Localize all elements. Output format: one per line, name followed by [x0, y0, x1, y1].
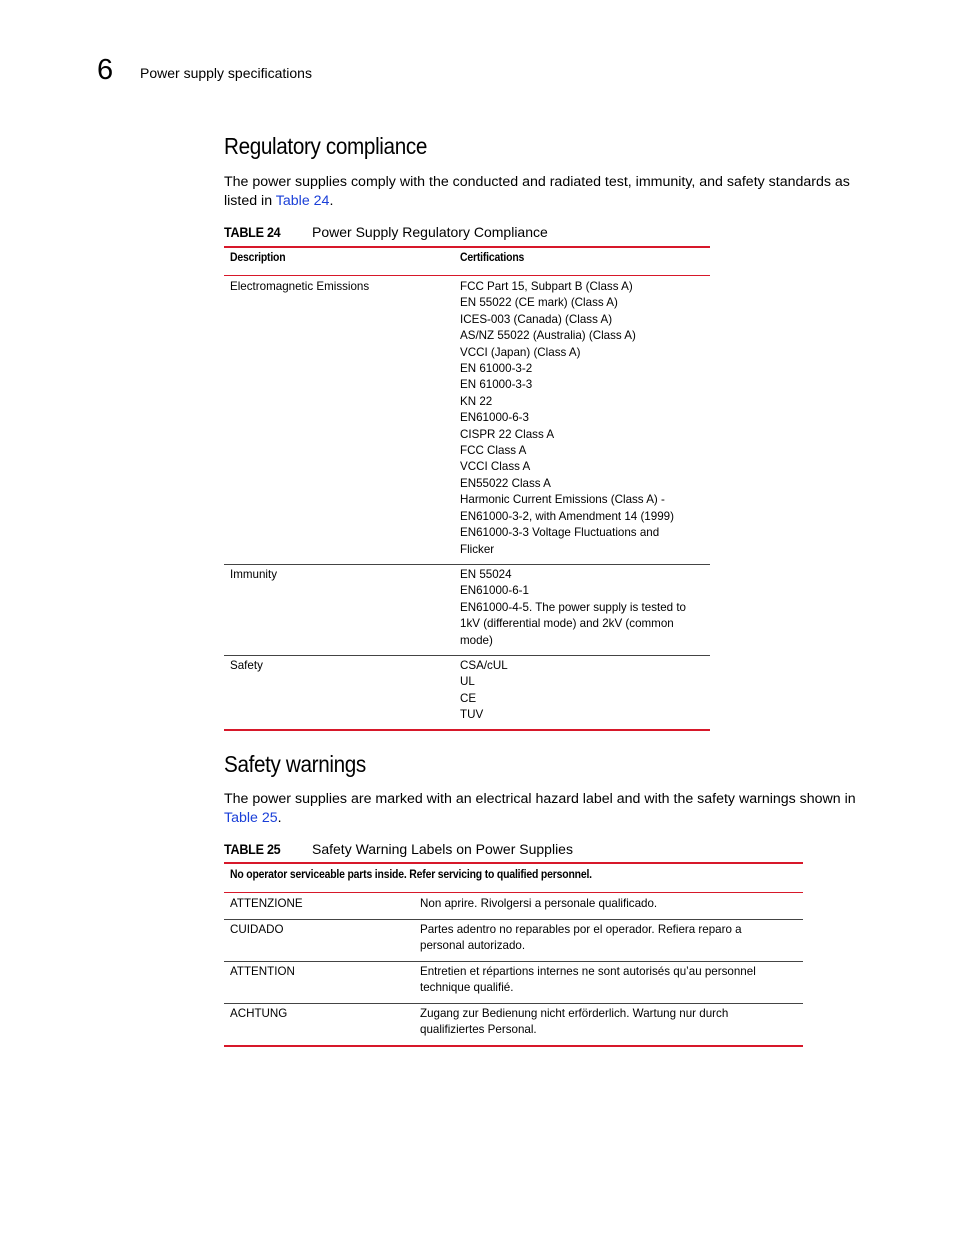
- intro-end: .: [329, 193, 334, 209]
- table-24-row-emissions-desc: Electromagnetic Emissions: [230, 280, 370, 293]
- certification-item: EN 61000-3-2: [460, 362, 533, 376]
- table-25-row-text: [420, 922, 742, 955]
- table-25-row-text: [420, 964, 756, 997]
- table-25-row-divider: [224, 919, 803, 920]
- certification-item: CE: [460, 691, 477, 705]
- warning-text-line: Non aprire. Rivolgersi a personale qualificado.: [420, 897, 658, 910]
- certification-item: EN61000-3-2, with Amendment 14 (1999): [460, 509, 674, 523]
- intro-end: .: [277, 810, 282, 826]
- table-24-link[interactable]: Table 24: [275, 193, 330, 209]
- certification-item: EN61000-6-1: [460, 584, 529, 598]
- table-24-col-description: Description: [230, 251, 286, 264]
- table-25-row-text: [420, 896, 657, 912]
- warning-text-line: personal autorizado.: [420, 939, 526, 953]
- certification-item: EN 61000-3-3: [460, 378, 533, 392]
- certification-item: EN 55024: [460, 568, 512, 581]
- table-25-row-text: [420, 1006, 728, 1039]
- certification-item: CSA/cUL: [460, 659, 508, 672]
- table-25-row-label: ACHTUNG: [230, 1007, 288, 1020]
- chapter-number: 6: [97, 54, 114, 86]
- warning-text-line: qualifiziertes Personal.: [420, 1023, 537, 1037]
- warning-text-line: Entretien et répartions internes ne sont autorisés qu’au personnel: [420, 965, 756, 978]
- table-25-row-label: ATTENTION: [230, 965, 295, 978]
- table-25-bottom-rule: [224, 1045, 803, 1047]
- table-24-row-immunity-certs: [460, 567, 686, 649]
- certification-item: 1kV (differential mode) and 2kV (common: [460, 617, 674, 631]
- certification-item: UL: [460, 675, 475, 689]
- certification-item: EN61000-4-5. The power supply is tested to: [460, 600, 686, 614]
- table-24-row-safety-certs: [460, 658, 508, 724]
- certification-item: EN 55022 (CE mark) (Class A): [460, 296, 618, 310]
- table-25-label: TABLE 25: [224, 841, 281, 857]
- certification-item: Flicker: [460, 542, 495, 556]
- certification-item: EN61000-6-3: [460, 411, 529, 425]
- table-25-row-label: CUIDADO: [230, 923, 284, 936]
- table-25-link[interactable]: Table 25: [224, 810, 278, 826]
- certification-item: Harmonic Current Emissions (Class A) -: [460, 493, 665, 507]
- certification-item: EN61000-3-3 Voltage Fluctuations and: [460, 526, 660, 540]
- regulatory-intro: [224, 173, 874, 211]
- table-24-header-rule: [224, 275, 710, 276]
- section-title-safety: Safety warnings: [224, 751, 366, 777]
- intro-text: The power supplies are marked with an electrical hazard label and with the safety warnings shown in: [224, 791, 856, 807]
- certification-item: KN 22: [460, 394, 493, 408]
- certification-item: TUV: [460, 708, 484, 722]
- table-24-top-rule: [224, 246, 710, 248]
- table-24-label: TABLE 24: [224, 224, 281, 240]
- certification-item: mode): [460, 633, 493, 647]
- certification-item: VCCI (Japan) (Class A): [460, 345, 581, 359]
- table-25-title: Safety Warning Labels on Power Supplies: [312, 841, 573, 857]
- running-title: Power supply specifications: [140, 65, 312, 81]
- safety-intro: [224, 790, 874, 828]
- table-24-row-divider: [224, 655, 710, 656]
- intro-text: The power supplies comply with the conducted and radiated test, immunity, and safety standards as listed in: [224, 174, 850, 209]
- table-24-title: Power Supply Regulatory Compliance: [312, 224, 548, 240]
- table-25-header-rule: [224, 892, 803, 893]
- table-25-row-label: ATTENZIONE: [230, 897, 303, 910]
- certification-item: AS/NZ 55022 (Australia) (Class A): [460, 329, 636, 343]
- table-25-header: No operator serviceable parts inside. Refer servicing to qualified personnel.: [230, 868, 592, 881]
- table-24-row-emissions-certs: [460, 279, 674, 558]
- section-title-regulatory: Regulatory compliance: [224, 133, 428, 159]
- table-24-row-divider: [224, 564, 710, 565]
- table-25-row-divider: [224, 1003, 803, 1004]
- table-24-row-safety-desc: Safety: [230, 659, 263, 672]
- table-25-caption: [224, 841, 573, 857]
- table-24-caption: [224, 224, 548, 240]
- table-24-row-immunity-desc: Immunity: [230, 568, 278, 581]
- certification-item: CISPR 22 Class A: [460, 427, 555, 441]
- table-25-top-rule: [224, 862, 803, 864]
- table-25-row-divider: [224, 961, 803, 962]
- certification-item: EN55022 Class A: [460, 476, 551, 490]
- certification-item: VCCI Class A: [460, 460, 531, 474]
- certification-item: FCC Class A: [460, 444, 527, 458]
- warning-text-line: Zugang zur Bedienung nicht erförderlich. Wartung nur durch: [420, 1007, 729, 1020]
- warning-text-line: technique qualifié.: [420, 981, 514, 995]
- certification-item: FCC Part 15, Subpart B (Class A): [460, 280, 633, 293]
- warning-text-line: Partes adentro no reparables por el operador. Refiera reparo a: [420, 923, 742, 936]
- table-24-col-certifications: Certifications: [460, 251, 525, 264]
- certification-item: ICES-003 (Canada) (Class A): [460, 312, 613, 326]
- table-24-bottom-rule: [224, 729, 710, 731]
